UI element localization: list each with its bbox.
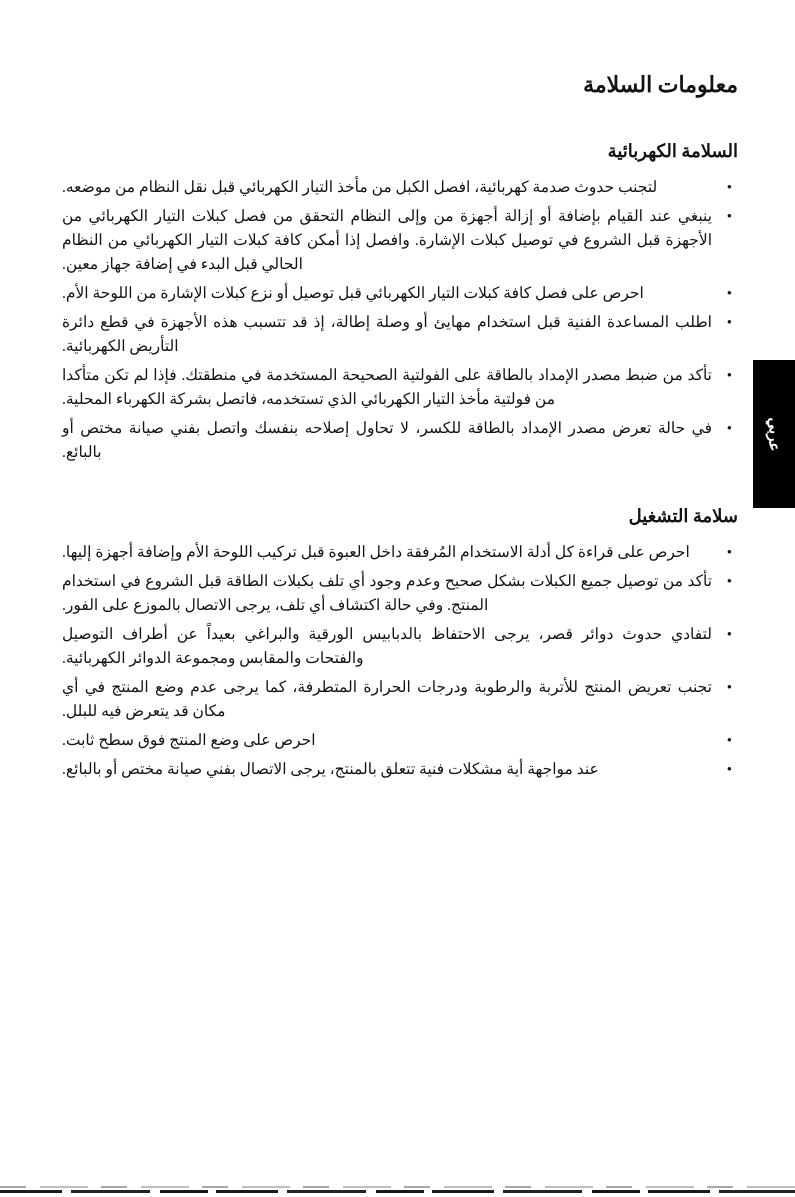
list-item: • تجنب تعريض المنتج للأتربة والرطوبة ودرجات الحرارة المتطرفة، كما يرجى عدم وضع المنتج في أي مكان قد يتعرض فيه للبلل.	[62, 676, 734, 724]
operation-safety-heading: سلامة التشغيل	[628, 506, 738, 526]
section-electrical-safety	[62, 138, 738, 465]
list-item: • احرص على قراءة كل أدلة الاستخدام المُرفقة داخل العبوة قبل تركيب اللوحة الأم وإضافة أجهزة إليها.	[62, 541, 734, 565]
page-edge-scan-artifact	[0, 1190, 795, 1193]
list-item: • ينبغي عند القيام بإضافة أو إزالة أجهزة من وإلى النظام التحقق من فصل كبلات التيار الكهربائي من الأجهزة قبل الشروع في توصيل كبلات الإشارة. وافصل إذا أمكن كافة كبلات التيار الكهربائي من النظام الحالي قبل البدء في إضافة جهاز معين.	[62, 205, 734, 277]
list-item: • اطلب المساعدة الفنية قبل استخدام مهايئ أو وصلة إطالة، إذ قد تتسبب هذه الأجهزة في قطع دائرة التأريض الكهربائية.	[62, 311, 734, 359]
electrical-safety-heading: السلامة الكهربائية	[607, 141, 738, 161]
operation-safety-list	[62, 541, 738, 782]
electrical-safety-list	[62, 176, 738, 465]
list-item: • في حالة تعرض مصدر الإمداد بالطاقة للكسر، لا تحاول إصلاحه بنفسك واتصل بفني صيانة مختص أو بالبائع.	[62, 417, 734, 465]
list-item: • تأكد من ضبط مصدر الإمداد بالطاقة على الفولتية الصحيحة المستخدمة في منطقتك. فإذا لم تكن متأكدا من فولتية مأخذ التيار الكهربائي الذي تستخدمه، فاتصل بشركة الكهرباء المحلية.	[62, 364, 734, 412]
list-item: • احرص على وضع المنتج فوق سطح ثابت.	[62, 729, 734, 753]
page-edge-scan-artifact-faint	[0, 1186, 795, 1188]
list-item: • لتجنب حدوث صدمة كهربائية، افصل الكبل من مأخذ التيار الكهربائي قبل نقل النظام من موضعه.	[62, 176, 734, 200]
language-tab-arabic	[753, 360, 795, 508]
list-item: • احرص على فصل كافة كبلات التيار الكهربائي قبل توصيل أو نزع كبلات الإشارة من اللوحة الأم.	[62, 282, 734, 306]
list-item: • تأكد من توصيل جميع الكبلات بشكل صحيح وعدم وجود أي تلف بكبلات الطاقة قبل الشروع في استخدام المنتج. وفي حالة اكتشاف أي تلف، يرجى الاتصال بالموزع على الفور.	[62, 570, 734, 618]
list-item: • لتفادي حدوث دوائر قصر، يرجى الاحتفاظ بالدبابيس الورقية والبراغي بعيداً عن أطراف التوصيل والفتحات والمقابس ومجموعة الدوائر الكهربائية.	[62, 623, 734, 671]
section-operation-safety	[62, 503, 738, 782]
language-tab-label: عربي	[765, 417, 782, 451]
page-title: معلومات السلامة	[583, 72, 738, 97]
list-item: • عند مواجهة أية مشكلات فنية تتعلق بالمنتج، يرجى الاتصال بفني صيانة مختص أو بالبائع.	[62, 758, 734, 782]
